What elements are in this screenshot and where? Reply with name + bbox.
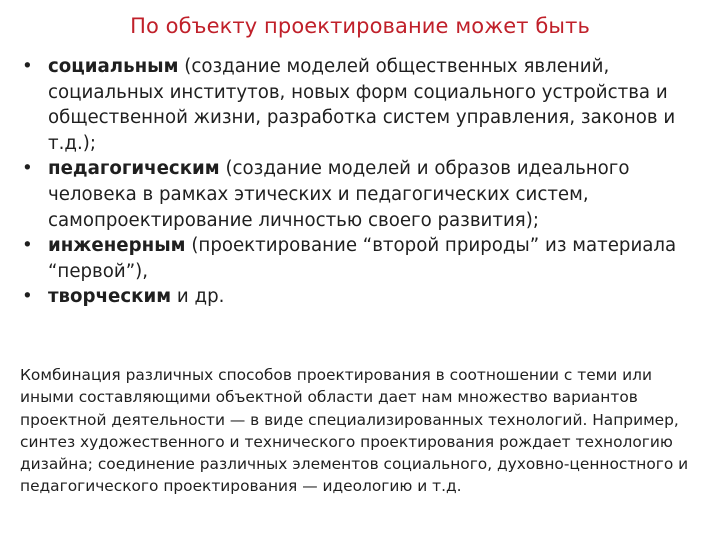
bullet-item-pedagogical	[22, 156, 702, 233]
bullet-list	[22, 54, 702, 310]
bullet-term: социальным	[48, 56, 179, 77]
bullet-term: творческим	[48, 286, 172, 308]
bullet-text: (проектирование “второй природы” из материала “первой”),	[48, 235, 677, 282]
bullet-text: (создание моделей и образов идеального человека в рамках этических и педагогических систем, самопроектирование личностью своего развития);	[48, 158, 630, 231]
bullet-dot: •	[22, 158, 33, 180]
bullet-dot: •	[22, 286, 33, 308]
bullet-text: (создание моделей общественных явлений, социальных институтов, новых форм социального устройства и общественной жизни, разработка систем управления, законов и т.д.);	[48, 56, 676, 154]
bullet-item-creative	[22, 284, 702, 310]
bullet-term: педагогическим	[48, 158, 220, 180]
bullet-term: инженерным	[48, 235, 186, 257]
bullet-dot: •	[22, 235, 33, 257]
bullet-text: и др.	[171, 286, 225, 308]
bullet-item-social	[22, 54, 702, 156]
bullet-item-engineering	[22, 233, 702, 284]
body-paragraph: Комбинация различных способов проектирования в соотношении с теми или иными составляющими объектной области дает нам множество вариантов проектной деятельности — в виде специализированных технологий. Например, синтез художественного и технического проектирования рождает технологию дизайна; соединение различных элементов социального, духовно-ценностного и педагогического проектирования — идеологию и т.д.	[20, 366, 689, 496]
slide-title: По объекту проектирование может быть	[130, 14, 590, 38]
bullet-dot: •	[22, 56, 33, 77]
